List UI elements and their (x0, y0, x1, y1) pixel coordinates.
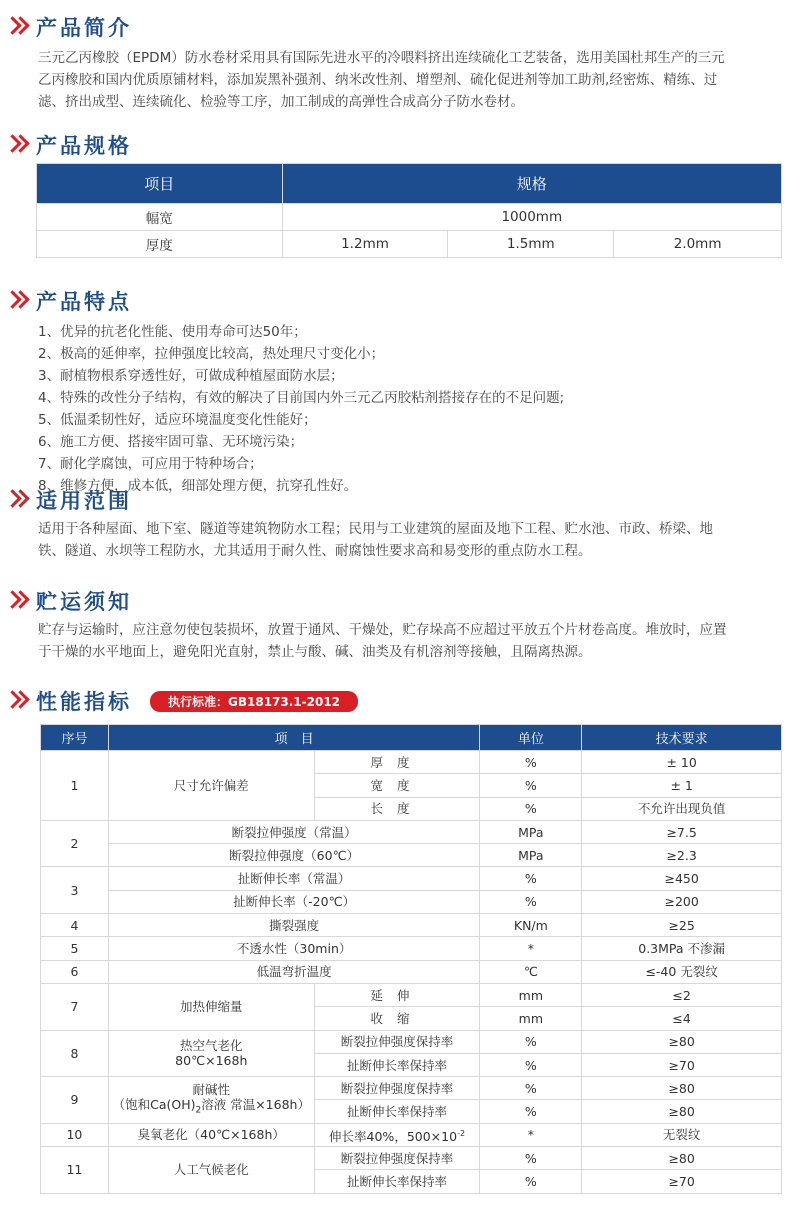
list-item: 4、特殊的改性分子结构，有效的解决了目前国内外三元乙丙胶粘剂搭接存在的不足问题; (38, 390, 565, 406)
performance-title: 性能指标 (36, 690, 132, 714)
list-item: 1、优异的抗老化性能、使用寿命可达50年； (38, 324, 307, 340)
row-no: 4 (41, 914, 109, 937)
item-name: 断裂拉伸强度（60℃） (108, 844, 480, 867)
unit-cell: % (480, 751, 582, 774)
header-unit: 单位 (480, 725, 582, 751)
list-item: 2、极高的延伸率，拉伸强度比较高，热处理尺寸变化小； (38, 346, 385, 362)
unit-cell: * (480, 937, 582, 960)
header-requirement: 技术要求 (582, 725, 782, 751)
unit-cell: % (480, 1053, 582, 1076)
header-item: 项 目 (108, 725, 480, 751)
spec-width-value: 1000mm (282, 204, 781, 231)
spec-header-spec: 规格 (282, 164, 781, 204)
sub-item: 长度 (314, 797, 480, 820)
unit-cell: % (480, 1170, 582, 1193)
scope-title: 适用范围 (36, 489, 132, 513)
row-no: 9 (41, 1077, 109, 1124)
list-item: 5、低温柔韧性好，适应环境温度变化性能好； (38, 412, 317, 428)
requirement-cell: ≤4 (582, 1007, 782, 1030)
table-row (41, 890, 782, 913)
item-name: 臭氧老化（40℃×168h） (108, 1123, 314, 1146)
spec-thickness-value: 1.5mm (448, 231, 614, 258)
list-item: 3、耐植物根系穿透性好，可做成种植屋面防水层； (38, 368, 344, 384)
row-no: 10 (41, 1123, 109, 1146)
unit-cell: % (480, 1077, 582, 1100)
requirement-cell: ≥25 (582, 914, 782, 937)
item-name: 尺寸允许偏差 (108, 751, 314, 821)
item-name: 低温弯折温度 (108, 960, 480, 983)
requirement-cell: ≥70 (582, 1053, 782, 1076)
requirement-cell: ≥7.5 (582, 820, 782, 843)
spec-title: 产品规格 (36, 134, 132, 158)
spec-table (36, 163, 782, 258)
requirement-cell: ≥2.3 (582, 844, 782, 867)
storage-title: 贮运须知 (36, 590, 132, 614)
unit-cell: MPa (480, 844, 582, 867)
intro-text (38, 47, 778, 113)
sub-item: 断裂拉伸强度保持率 (314, 1030, 480, 1053)
item-name (108, 1030, 314, 1077)
chevron-right-icon (4, 686, 34, 716)
item-name-subscript: 2 (195, 1105, 202, 1116)
table-row (41, 1147, 782, 1170)
sub-item: 断裂拉伸强度保持率 (314, 1147, 480, 1170)
scope-text (38, 518, 778, 562)
requirement-cell: ± 10 (582, 751, 782, 774)
row-no: 3 (41, 867, 109, 914)
spec-width-label: 幅宽 (37, 204, 283, 231)
scope-line: 适用于各种屋面、地下室、隧道等建筑物防水工程；民用与工业建筑的屋面及地下工程、贮水池、市政、桥梁、地 (38, 521, 713, 537)
item-name: 加热伸缩量 (108, 983, 314, 1030)
scope-heading (0, 483, 132, 517)
unit-cell: ℃ (480, 960, 582, 983)
table-row (37, 204, 782, 231)
sub-item: 扯断伸长率保持率 (314, 1100, 480, 1123)
intro-title: 产品简介 (36, 16, 132, 40)
row-no: 7 (41, 983, 109, 1030)
list-item: 8、维修方便，成本低，细部处理方便，抗穿孔性好。 (38, 478, 358, 494)
storage-line: 于干燥的水平地面上，避免阳光直射，禁止与酸、碱、油类及有机溶剂等接触，且隔离热源。 (38, 644, 592, 660)
table-row (41, 983, 782, 1006)
requirement-cell: ≥80 (582, 1100, 782, 1123)
intro-heading (0, 10, 132, 44)
table-row (41, 937, 782, 960)
features-list (38, 321, 778, 497)
row-no: 2 (41, 820, 109, 867)
spec-header-item: 项目 (37, 164, 283, 204)
requirement-cell: ≥80 (582, 1077, 782, 1100)
requirement-cell: ≥80 (582, 1030, 782, 1053)
requirement-cell: ≥70 (582, 1170, 782, 1193)
requirement-cell: ≥80 (582, 1147, 782, 1170)
item-name-part: （饱和Ca(OH) (112, 1096, 196, 1112)
item-name (108, 1077, 314, 1124)
sub-item (314, 1123, 480, 1146)
list-item: 6、施工方便、搭接牢固可靠、无环境污染； (38, 434, 304, 450)
requirement-cell: ≤2 (582, 983, 782, 1006)
item-name: 撕裂强度 (108, 914, 480, 937)
chevron-right-icon (4, 485, 34, 515)
item-name-line (109, 1097, 314, 1119)
unit-cell: mm (480, 983, 582, 1006)
unit-cell: MPa (480, 820, 582, 843)
intro-line: 乙丙橡胶和国内优质原铺材料，添加炭黑补强剂、纳米改性剂、增塑剂、硫化促进剂等加工助剂,经密炼、精练、过 (38, 72, 718, 88)
requirement-cell: ≤-40 无裂纹 (582, 960, 782, 983)
chevron-right-icon (4, 586, 34, 616)
unit-cell: % (480, 867, 582, 890)
table-row (41, 914, 782, 937)
table-row (41, 844, 782, 867)
chevron-right-icon (4, 130, 34, 160)
row-no: 11 (41, 1147, 109, 1194)
row-no: 6 (41, 960, 109, 983)
unit-cell: * (480, 1123, 582, 1146)
performance-heading (0, 684, 358, 718)
table-row (41, 725, 782, 751)
item-name: 人工气候老化 (108, 1147, 314, 1194)
sub-item-text: 伸长率40%，500×10 (329, 1128, 458, 1144)
spec-heading (0, 128, 132, 162)
sub-item: 延伸 (314, 983, 480, 1006)
sub-item: 断裂拉伸强度保持率 (314, 1077, 480, 1100)
requirement-cell: 0.3MPa 不渗漏 (582, 937, 782, 960)
unit-cell: mm (480, 1007, 582, 1030)
table-row (41, 820, 782, 843)
unit-cell: % (480, 1100, 582, 1123)
table-row (41, 1123, 782, 1146)
intro-line: 滤、挤出成型、连续硫化、检验等工序，加工制成的高弹性合成高分子防水卷材。 (38, 94, 524, 110)
requirement-cell: ≥450 (582, 867, 782, 890)
sub-item: 扯断伸长率保持率 (314, 1170, 480, 1193)
unit-cell: % (480, 1147, 582, 1170)
performance-table (40, 724, 782, 1194)
table-row (37, 164, 782, 204)
item-name-line: 耐碱性 (192, 1081, 231, 1097)
table-row (41, 867, 782, 890)
intro-line: 三元乙丙橡胶（EPDM）防水卷材采用具有国际先进水平的冷喂料挤出连续硫化工艺装备，选用美国杜邦生产的三元 (38, 50, 725, 66)
table-row (41, 1030, 782, 1053)
spec-thickness-label: 厚度 (37, 231, 283, 258)
unit-cell: % (480, 774, 582, 797)
unit-cell: % (480, 890, 582, 913)
storage-line: 贮存与运输时，应注意勿使包装损坏，放置于通风、干燥处，贮存垛高不应超过平放五个片材卷高度。堆放时，应置 (38, 622, 727, 638)
table-row (41, 1077, 782, 1100)
sub-item: 宽度 (314, 774, 480, 797)
spec-thickness-value: 2.0mm (614, 231, 782, 258)
sub-item-superscript: -2 (457, 1128, 466, 1138)
features-heading (0, 284, 132, 318)
storage-heading (0, 584, 132, 618)
item-name: 断裂拉伸强度（常温） (108, 820, 480, 843)
standard-badge: 执行标准：GB18173.1-2012 (150, 691, 358, 712)
table-row (41, 960, 782, 983)
chevron-right-icon (4, 286, 34, 316)
sub-item: 收缩 (314, 1007, 480, 1030)
sub-item: 厚度 (314, 751, 480, 774)
row-no: 1 (41, 751, 109, 821)
unit-cell: % (480, 797, 582, 820)
header-no: 序号 (41, 725, 109, 751)
table-row (37, 231, 782, 258)
unit-cell: % (480, 1030, 582, 1053)
item-name: 扯断伸长率（-20℃） (108, 890, 480, 913)
list-item: 7、耐化学腐蚀，可应用于特种场合； (38, 456, 263, 472)
requirement-cell: 无裂纹 (582, 1123, 782, 1146)
unit-cell: KN/m (480, 914, 582, 937)
item-name-part: 溶液 常温×168h） (201, 1096, 310, 1112)
scope-line: 铁、隧道、水坝等工程防水，尤其适用于耐久性、耐腐蚀性要求高和易变形的重点防水工程。 (38, 543, 592, 559)
row-no: 5 (41, 937, 109, 960)
requirement-cell: ≥200 (582, 890, 782, 913)
item-name-line: 热空气老化 (180, 1038, 243, 1054)
row-no: 8 (41, 1030, 109, 1077)
item-name-line: 80℃×168h (175, 1053, 248, 1069)
chevron-right-icon (4, 12, 34, 42)
requirement-cell: 不允许出现负值 (582, 797, 782, 820)
spec-thickness-value: 1.2mm (282, 231, 448, 258)
table-row (41, 751, 782, 774)
features-title: 产品特点 (36, 290, 132, 314)
requirement-cell: ± 1 (582, 774, 782, 797)
item-name: 不透水性（30min） (108, 937, 480, 960)
storage-text (38, 619, 778, 663)
item-name: 扯断伸长率（常温） (108, 867, 480, 890)
sub-item: 扯断伸长率保持率 (314, 1053, 480, 1076)
